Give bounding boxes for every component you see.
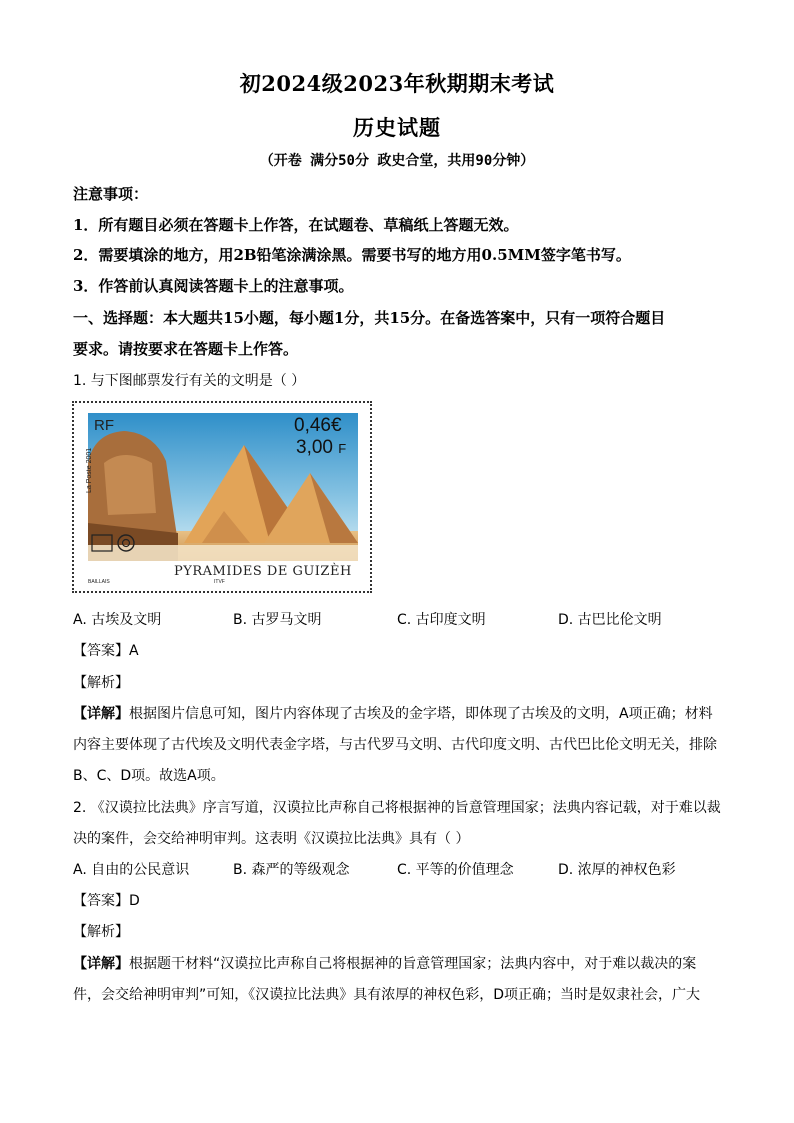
stamp-caption: PYRAMIDES DE GUIZÈH xyxy=(174,564,352,579)
exam-title: 初2024级2023年秋期期末考试 xyxy=(239,71,555,96)
stamp-side-text: La Poste 2001 xyxy=(86,447,93,493)
notice-heading: 注意事项： xyxy=(73,185,149,203)
stamp-left-credit: BAILLAIS xyxy=(88,579,110,585)
q2-answer: 【答案】D xyxy=(73,893,140,909)
q2-option-a: A. 自由的公民意识 xyxy=(73,862,190,878)
stamp-right-credit: ITVF xyxy=(214,579,225,585)
pyramid-stamp-image xyxy=(72,401,372,593)
q2-option-c: C. 平等的价值理念 xyxy=(397,862,514,878)
notice-item: 2．需要填涂的地方，用2B铅笔涂满涂黑。需要书写的地方用0.5MM签字笔书写。 xyxy=(73,246,631,264)
q1-option-c: C. 古印度文明 xyxy=(397,612,486,628)
stamp-price-euro: 0,46€ xyxy=(294,415,342,436)
exam-note: （开卷 满分50分 政史合堂，共用90分钟） xyxy=(259,153,535,169)
notice-item: 3．作答前认真阅读答题卡上的注意事项。 xyxy=(73,277,354,295)
notice-item: 1．所有题目必须在答题卡上作答，在试题卷、草稿纸上答题无效。 xyxy=(73,216,519,234)
q1-option-b: B. 古罗马文明 xyxy=(233,612,322,628)
section-instruction: 一、选择题：本大题共15小题，每小题1分，共15分。在备选答案中，只有一项符合题目 xyxy=(73,309,666,327)
q1-detail: 【详解】根据图片信息可知，图片内容体现了古埃及的金字塔，即体现了古埃及的文明，A项正确；材料 xyxy=(73,706,713,722)
q1-option-d: D. 古巴比伦文明 xyxy=(558,612,662,628)
question-1-stem: 1. 与下图邮票发行有关的文明是（ ） xyxy=(73,373,306,389)
q2-option-b: B. 森严的等级观念 xyxy=(233,862,350,878)
q2-detail: 【详解】根据题干材料“汉谟拉比声称自己将根据神的旨意管理国家；法典内容中，对于难以裁决的案 xyxy=(73,956,697,972)
q2-detail: 件，会交给神明审判”可知，《汉谟拉比法典》具有浓厚的神权色彩，D项正确；当时是奴隶社会，广大 xyxy=(73,987,701,1003)
q1-answer: 【答案】A xyxy=(73,643,139,659)
stamp-price-franc: 3,00 F xyxy=(296,437,347,458)
question-2-stem: 决的案件，会交给神明审判。这表明《汉谟拉比法典》具有（ ） xyxy=(73,831,470,847)
subject-title: 历史试题 xyxy=(353,115,441,140)
q2-analysis-label: 【解析】 xyxy=(73,924,129,940)
stamp-rf: RF xyxy=(94,417,114,434)
q1-option-a: A. 古埃及文明 xyxy=(73,612,162,628)
q1-detail: B、C、D项。故选A项。 xyxy=(73,768,225,784)
section-instruction: 要求。请按要求在答题卡上作答。 xyxy=(73,340,299,358)
q1-detail: 内容主要体现了古代埃及文明代表金字塔，与古代罗马文明、古代印度文明、古代巴比伦文明无关，排除 xyxy=(73,737,717,753)
q1-analysis-label: 【解析】 xyxy=(73,675,129,691)
q2-option-d: D. 浓厚的神权色彩 xyxy=(558,862,676,878)
question-2-stem: 2. 《汉谟拉比法典》序言写道，汉谟拉比声称自己将根据神的旨意管理国家；法典内容记载，对于难以裁 xyxy=(73,800,721,816)
